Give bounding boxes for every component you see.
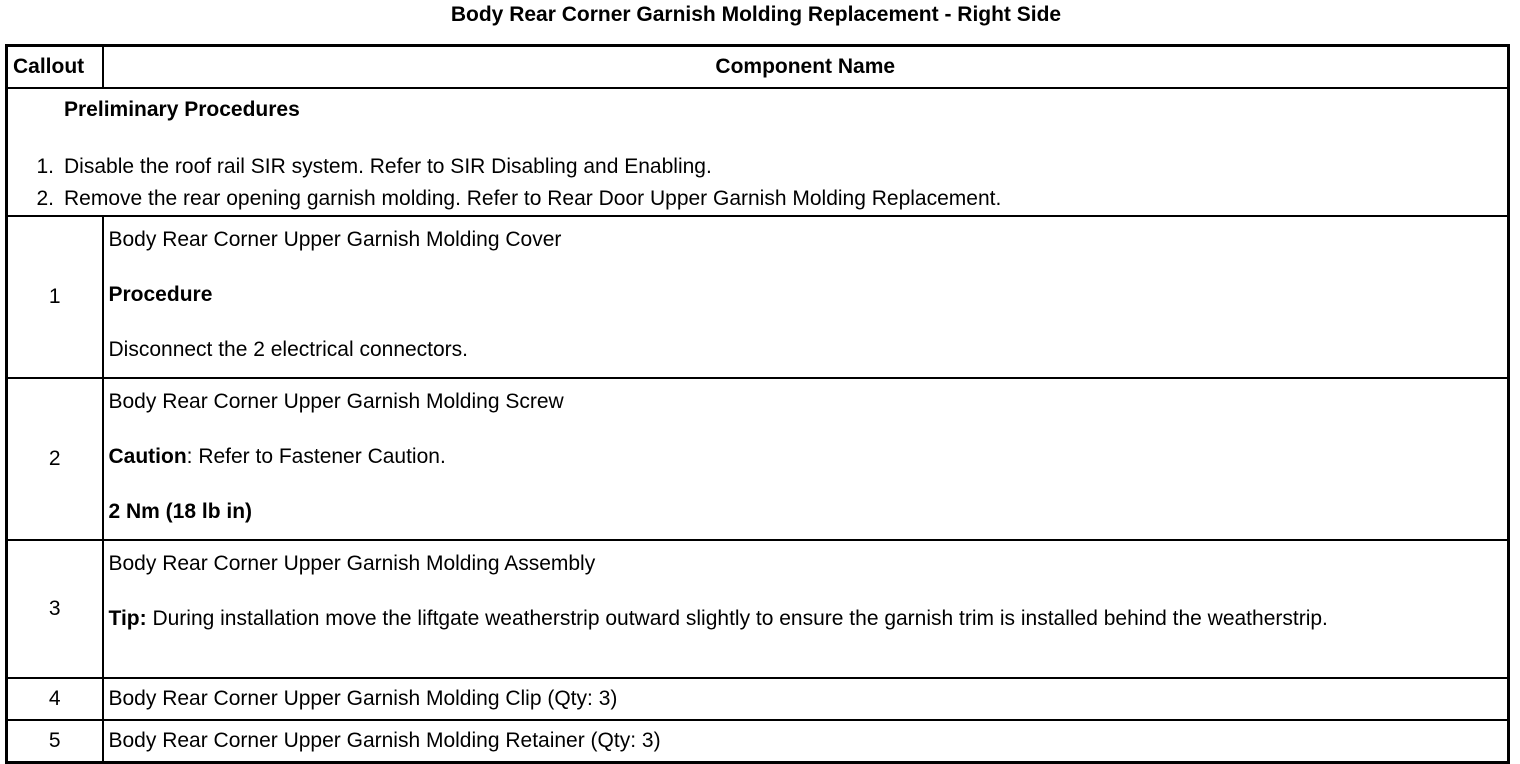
callout-number: 5 xyxy=(7,720,103,763)
component-name: Body Rear Corner Upper Garnish Molding Screw xyxy=(108,390,564,413)
callout-number: 2 xyxy=(7,378,103,540)
component-cell xyxy=(103,540,1509,678)
procedure-table xyxy=(5,44,1510,764)
procedure-detail: Disconnect the 2 electrical connectors. xyxy=(108,338,469,361)
component-name-column-header: Component Name xyxy=(103,46,1509,89)
table-row xyxy=(7,720,1509,763)
step-number: 1. xyxy=(36,155,54,178)
callout-number: 4 xyxy=(7,678,103,720)
caution-text: : Refer to Fastener Caution. xyxy=(186,445,446,468)
procedure-label: Procedure xyxy=(108,283,213,306)
callout-number: 1 xyxy=(7,216,103,378)
preliminary-procedures-heading: Preliminary Procedures xyxy=(64,98,300,121)
component-name: Body Rear Corner Upper Garnish Molding Retainer (Qty: 3) xyxy=(103,720,1509,763)
tip-text: During installation move the liftgate weatherstrip outward slightly to ensure the garnish trim is installed behind the weatherstrip. xyxy=(146,607,1328,630)
component-name: Body Rear Corner Upper Garnish Molding Assembly xyxy=(108,552,596,575)
component-cell xyxy=(103,216,1509,378)
preliminary-steps-list xyxy=(8,151,1507,215)
tip-line xyxy=(109,606,1500,632)
preliminary-step xyxy=(8,183,1507,215)
component-name: Body Rear Corner Upper Garnish Molding Clip (Qty: 3) xyxy=(103,678,1509,720)
preliminary-procedures-cell xyxy=(7,88,1509,216)
preliminary-procedures-row xyxy=(7,88,1509,216)
table-row xyxy=(7,678,1509,720)
component-name: Body Rear Corner Upper Garnish Molding Cover xyxy=(108,228,562,251)
caution-line xyxy=(109,444,1500,470)
table-row xyxy=(7,216,1509,378)
table-header-row xyxy=(7,46,1509,89)
table-row xyxy=(7,540,1509,678)
step-text: Remove the rear opening garnish molding. Refer to Rear Door Upper Garnish Molding Replacement. xyxy=(64,187,1002,210)
callout-number: 3 xyxy=(7,540,103,678)
torque-spec: 2 Nm (18 lb in) xyxy=(108,500,253,523)
step-text: Disable the roof rail SIR system. Refer to SIR Disabling and Enabling. xyxy=(64,155,712,178)
document-title: Body Rear Corner Garnish Molding Replacement - Right Side xyxy=(450,3,1062,26)
caution-label: Caution xyxy=(108,445,187,468)
component-cell xyxy=(103,378,1509,540)
callout-column-header: Callout xyxy=(7,46,103,89)
preliminary-step xyxy=(8,151,1507,183)
tip-label: Tip: xyxy=(108,607,147,630)
table-row xyxy=(7,378,1509,540)
step-number: 2. xyxy=(36,187,54,210)
